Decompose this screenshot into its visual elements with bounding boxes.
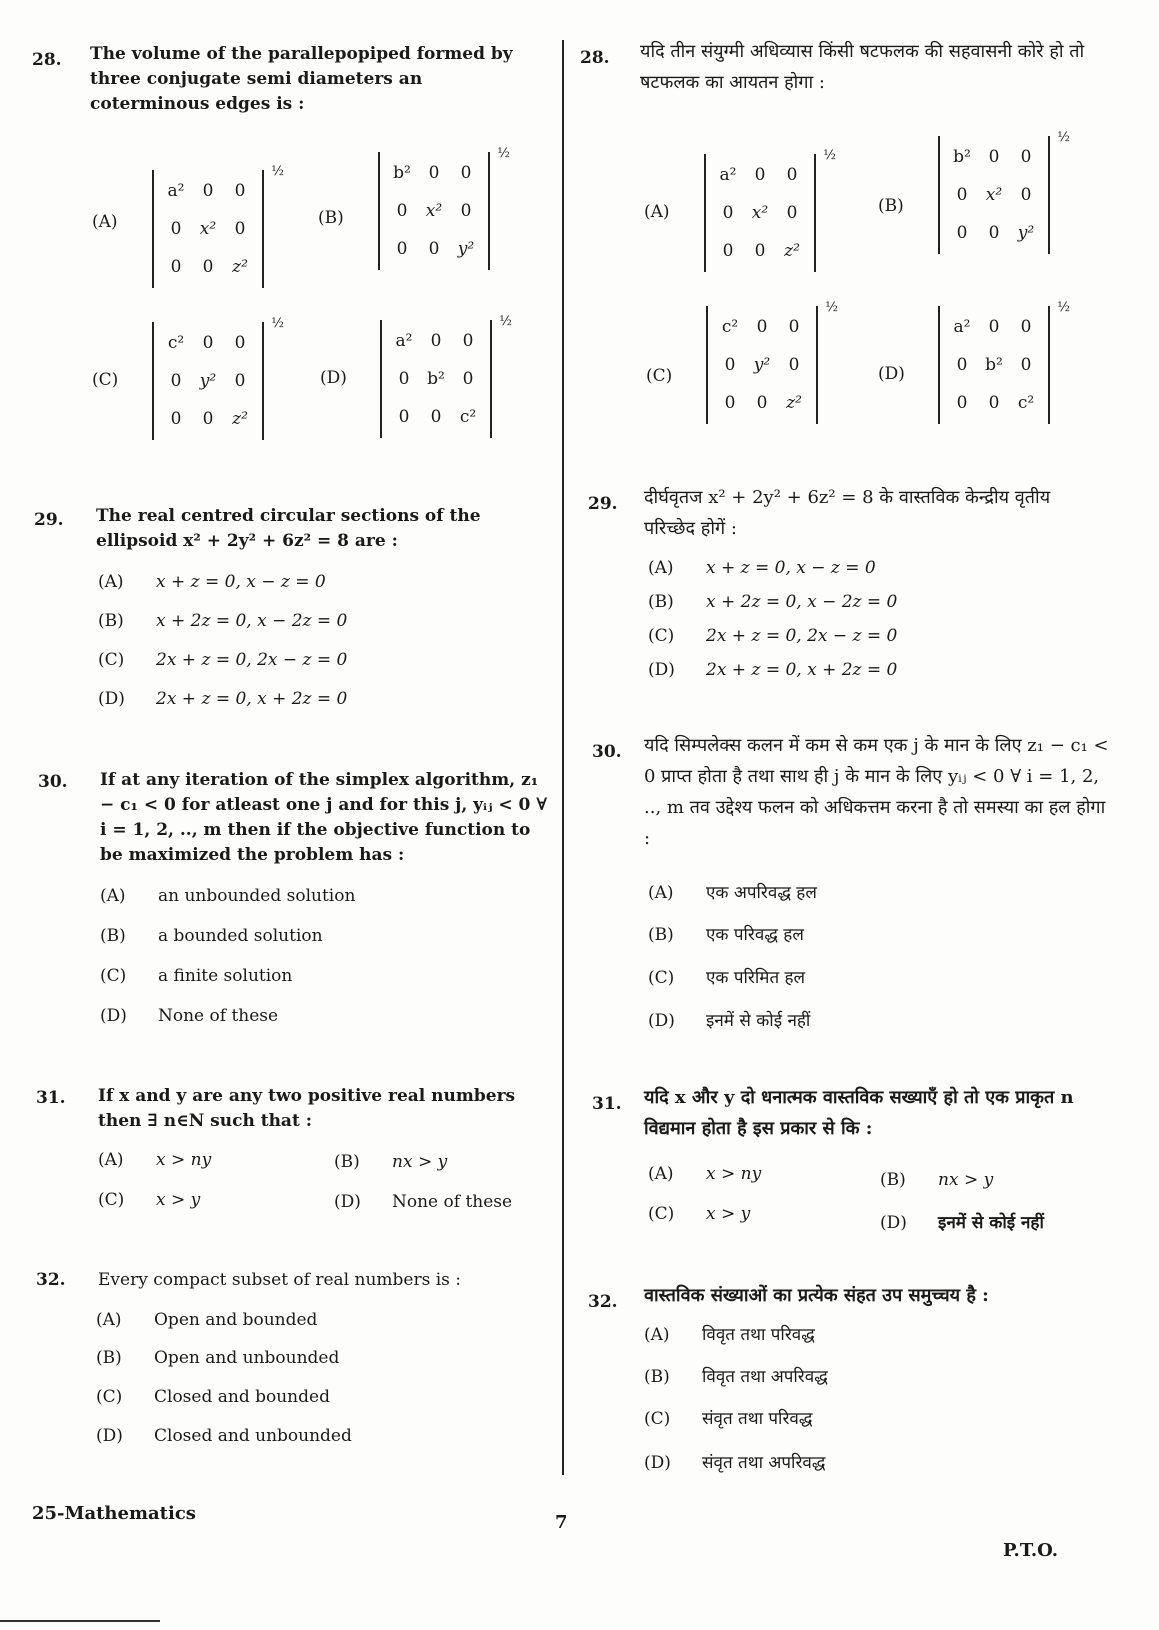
option-C: (C) 2x + z = 0, 2x − z = 0 [98, 650, 348, 670]
determinant-D: a² 0 0 0 b² 0 0 0 c² ½ [380, 320, 492, 438]
option-C: (C) x > y [648, 1204, 751, 1224]
determinant-A: a² 0 0 0 x² 0 0 0 z² ½ [704, 154, 816, 272]
pto-label: P.T.O. [1003, 1540, 1059, 1561]
question-text: If x and y are any two positive real numbers then ∃ n∈N such that : [98, 1086, 516, 1131]
option-B: (B) Open and unbounded [96, 1348, 340, 1368]
question-number: 30. [592, 742, 622, 762]
question-text: Every compact subset of real numbers is : [98, 1270, 462, 1290]
option-label: (B) [318, 208, 344, 228]
option-label: (D) [320, 368, 347, 388]
option-label: (B) [878, 196, 904, 216]
option-label: (D) [878, 364, 905, 384]
option-label: (C) [92, 370, 119, 390]
determinant-B: b² 0 0 0 x² 0 0 0 y² ½ [378, 152, 490, 270]
option-A: (A) an unbounded solution [100, 886, 356, 906]
question-number: 32. [36, 1270, 66, 1290]
option-B: (B) x + 2z = 0, x − 2z = 0 [98, 611, 348, 631]
question-text: दीर्घवृतज x² + 2y² + 6z² = 8 के वास्तविक केन्द्रीय वृतीय परिच्छेद होगें : [644, 487, 1051, 539]
bottom-rule [0, 1620, 160, 1622]
question-text: यदि सिम्पलेक्स कलन में कम से कम एक j के मान के लिए z₁ − c₁ < 0 प्राप्त होता है तथा साथ ही j के मान के लिए yᵢⱼ < 0 ∀ i = 1, 2, .., m तव उद्देश्य फलन को अधिकत्तम करना है तो समस्या का हल होगा : [644, 735, 1109, 849]
question-text: वास्तविक संख्याओं का प्रत्येक संहत उप समुच्चय है : [644, 1285, 989, 1306]
determinant-B: b² 0 0 0 x² 0 0 0 y² ½ [938, 136, 1050, 254]
option-B: (B) a bounded solution [100, 926, 323, 946]
determinant-A: a² 0 0 0 x² 0 0 0 z² ½ [152, 170, 264, 288]
option-D: (D) Closed and unbounded [96, 1426, 352, 1446]
option-C: (C) Closed and bounded [96, 1387, 330, 1407]
option-D: (D) इनमें से कोई नहीं [880, 1213, 1044, 1233]
option-B: (B) nx > y [880, 1170, 994, 1190]
option-B: (B) nx > y [334, 1152, 448, 1172]
option-D: (D) 2x + z = 0, x + 2z = 0 [648, 660, 898, 680]
question-number: 29. [588, 494, 618, 514]
option-A: (A) विवृत तथा परिवद्ध [644, 1325, 815, 1345]
option-A: (A) Open and bounded [96, 1310, 318, 1330]
option-B: (B) x + 2z = 0, x − 2z = 0 [648, 592, 898, 612]
option-C: (C) 2x + z = 0, 2x − z = 0 [648, 626, 898, 646]
question-text: यदि तीन संयुग्मी अधिव्यास किंसी षटफलक की सहवासनी कोरे हो तो षटफलक का आयतन होगा : [640, 41, 1085, 93]
question-number: 32. [588, 1292, 618, 1312]
question-number: 30. [38, 772, 68, 792]
question-number: 28. [580, 48, 610, 68]
question-number: 29. [34, 510, 64, 530]
option-B: (B) विवृत तथा अपरिवद्ध [644, 1367, 828, 1387]
question-text: If at any iteration of the simplex algorithm, z₁ − c₁ < 0 for atleast one j and for this j, yᵢⱼ < 0 ∀ i = 1, 2, .., m then if the objective function to be maximized the problem has : [100, 770, 548, 865]
question-number: 28. [32, 50, 62, 70]
option-B: (B) एक परिवद्ध हल [648, 925, 804, 945]
option-D: (D) 2x + z = 0, x + 2z = 0 [98, 689, 348, 709]
page-number: 7 [555, 1512, 568, 1533]
option-A: (A) एक अपरिवद्ध हल [648, 883, 817, 903]
option-label: (A) [644, 202, 670, 222]
option-A: (A) x > ny [98, 1150, 212, 1170]
option-A: (A) x > ny [648, 1164, 762, 1184]
option-A: (A) x + z = 0, x − z = 0 [98, 572, 326, 592]
question-text: यदि x और y दो धनात्मक वास्तविक सख्याएँ हो तो एक प्राकृत n विद्यमान होता है इस प्रकार से कि : [644, 1087, 1074, 1139]
option-C: (C) एक परिमित हल [648, 968, 806, 988]
option-C: (C) x > y [98, 1190, 201, 1210]
question-text: The volume of the parallepopiped formed by three conjugate semi diameters an coterminous edges is : [90, 44, 513, 114]
determinant-D: a² 0 0 0 b² 0 0 0 c² ½ [938, 306, 1050, 424]
option-D: (D) इनमें से कोई नहीं [648, 1011, 811, 1031]
option-D: (D) None of these [100, 1006, 279, 1026]
option-D: (D) None of these [334, 1192, 513, 1212]
question-text: The real centred circular sections of the ellipsoid x² + 2y² + 6z² = 8 are : [96, 506, 481, 551]
determinant-C: c² 0 0 0 y² 0 0 0 z² ½ [152, 322, 264, 440]
question-number: 31. [36, 1088, 66, 1108]
option-label: (A) [92, 212, 118, 232]
column-divider [562, 40, 564, 1475]
option-C: (C) संवृत तथा परिवद्ध [644, 1409, 813, 1429]
subject-footer: 25-Mathematics [32, 1503, 196, 1524]
option-A: (A) x + z = 0, x − z = 0 [648, 558, 876, 578]
option-label: (C) [646, 366, 673, 386]
determinant-C: c² 0 0 0 y² 0 0 0 z² ½ [706, 306, 818, 424]
option-C: (C) a finite solution [100, 966, 293, 986]
question-number: 31. [592, 1094, 622, 1114]
option-D: (D) संवृत तथा अपरिवद्ध [644, 1453, 826, 1473]
